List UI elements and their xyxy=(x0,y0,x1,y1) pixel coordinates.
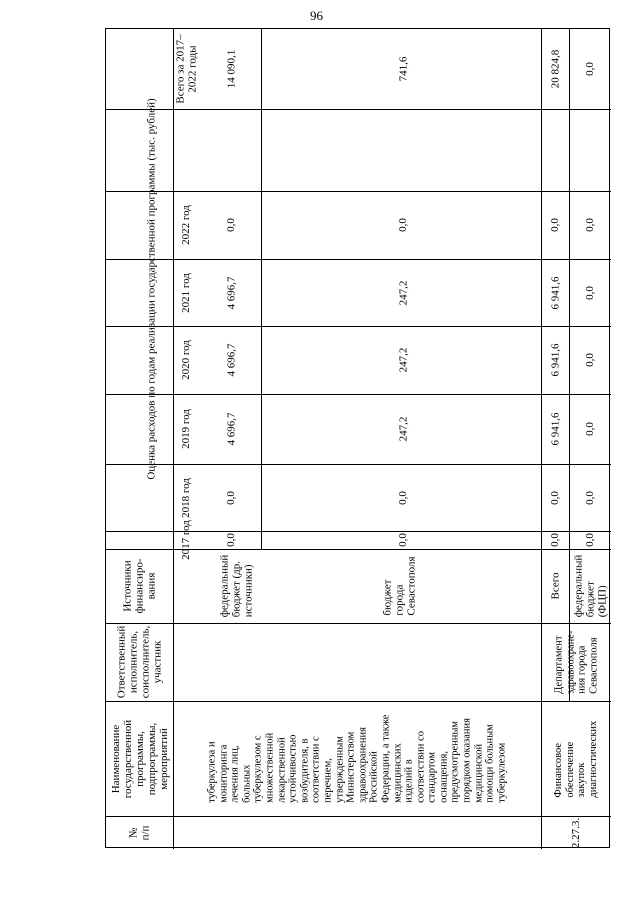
rule-row2-sub xyxy=(569,29,570,701)
header-source: Источники финансиро- вания xyxy=(121,558,158,614)
row2-federal-value: 0,0 xyxy=(583,218,596,232)
header-span-title: Оценка расходов по годам реализации государственной программы (тыс. рублей) xyxy=(145,98,158,480)
row1-federal-value: 0,0 xyxy=(224,533,237,547)
row2-total-value: 0,0 xyxy=(548,490,561,505)
row1-city-value: 0,0 xyxy=(396,218,409,232)
row1-federal-value: 14 090,1 xyxy=(224,49,237,89)
row2-total-value: 0,0 xyxy=(548,218,561,232)
row1-federal-value: 4 696,7 xyxy=(225,412,237,446)
header-name: Наименование государственной программы, подпрограммы, мероприятий xyxy=(109,719,170,798)
row2-name: Финансовое обеспечение закупок диагностических xyxy=(552,720,599,798)
row2-source-federal: федеральный бюджет (ФЦП) xyxy=(571,554,608,618)
row1-federal-value: 0,0 xyxy=(224,218,237,232)
row1-city-value: 247,2 xyxy=(396,416,409,442)
row1-federal-value: 4 696,7 xyxy=(225,276,237,309)
row2-total-value: 6 941,6 xyxy=(549,412,561,446)
rule-row2 xyxy=(541,29,542,849)
rule-name xyxy=(106,816,611,817)
rule-y2022 xyxy=(106,191,611,192)
rule-y2018 xyxy=(106,464,611,465)
row2-federal-value: 0,0 xyxy=(583,353,596,367)
row2-federal-value: 0,0 xyxy=(583,490,596,505)
rule-total xyxy=(106,109,611,110)
header-total: Всего за 2017– 2022 годы xyxy=(174,34,199,104)
header-year-2018: 2018 год xyxy=(179,477,192,518)
header-exec: Ответственный исполнитель, соисполнитель, участник xyxy=(115,625,164,699)
row2-federal-value: 0,0 xyxy=(583,533,596,547)
rule-row1-sub xyxy=(261,29,262,549)
row2-federal-value: 0,0 xyxy=(583,285,596,300)
row1-city-value: 247,2 xyxy=(396,280,409,305)
budget-table xyxy=(105,28,610,848)
header-year-2020: 2020 год xyxy=(179,340,192,380)
header-year-2019: 2019 год xyxy=(179,409,192,449)
row2-total-value: 0,0 xyxy=(548,533,561,547)
row2-federal-value: 0,0 xyxy=(583,62,596,76)
header-year-2022: 2022 год xyxy=(179,205,192,245)
row2-total-value: 6 941,6 xyxy=(549,276,561,309)
row1-city-value: 0,0 xyxy=(396,490,409,505)
row2-source-total: Всего xyxy=(548,572,561,600)
header-num: № п/п xyxy=(127,825,152,840)
row2-exec: Департамент здравоохране- ния города Севастополя xyxy=(552,630,599,694)
rule-y2019 xyxy=(106,394,611,395)
page-number: 96 xyxy=(310,8,323,23)
row2-federal-value: 0,0 xyxy=(583,422,596,436)
rule-header-row xyxy=(173,29,174,849)
header-year-2021: 2021 год xyxy=(179,272,192,313)
row1-name: туберкулеза и мониторинга лечения лиц, больных туберкулезом с множественной лекарственной устойчивостью возбудителя, в соответствии с перечнем, утвержденным Министерством здравоохранения Российской Федерации, а также медицинских изделий в соответствии со стандартом оснащения, предусмотренным порядком оказания медицинской помощи больным туберкулезом xyxy=(206,714,508,803)
row1-city-value: 247,2 xyxy=(396,347,409,373)
row2-total-value: 6 941,6 xyxy=(549,343,561,377)
rule-exec xyxy=(106,701,611,702)
row1-federal-value: 4 696,7 xyxy=(225,343,237,377)
row1-federal-value: 0,0 xyxy=(224,490,237,505)
row1-source-federal: федеральный бюджет (др. источники) xyxy=(217,554,254,618)
rule-y2021 xyxy=(106,259,611,260)
rule-y2020 xyxy=(106,326,611,327)
row1-city-value: 0,0 xyxy=(396,533,409,547)
row1-city-value: 741,6 xyxy=(396,56,409,82)
row2-num: 2.27.3. xyxy=(570,817,583,848)
header-year-2017: 2017 год xyxy=(179,520,192,560)
row2-total-value: 20 824,8 xyxy=(548,49,561,89)
row1-source-city: бюджет города Севастополя xyxy=(381,556,418,616)
rule-source xyxy=(106,623,611,624)
